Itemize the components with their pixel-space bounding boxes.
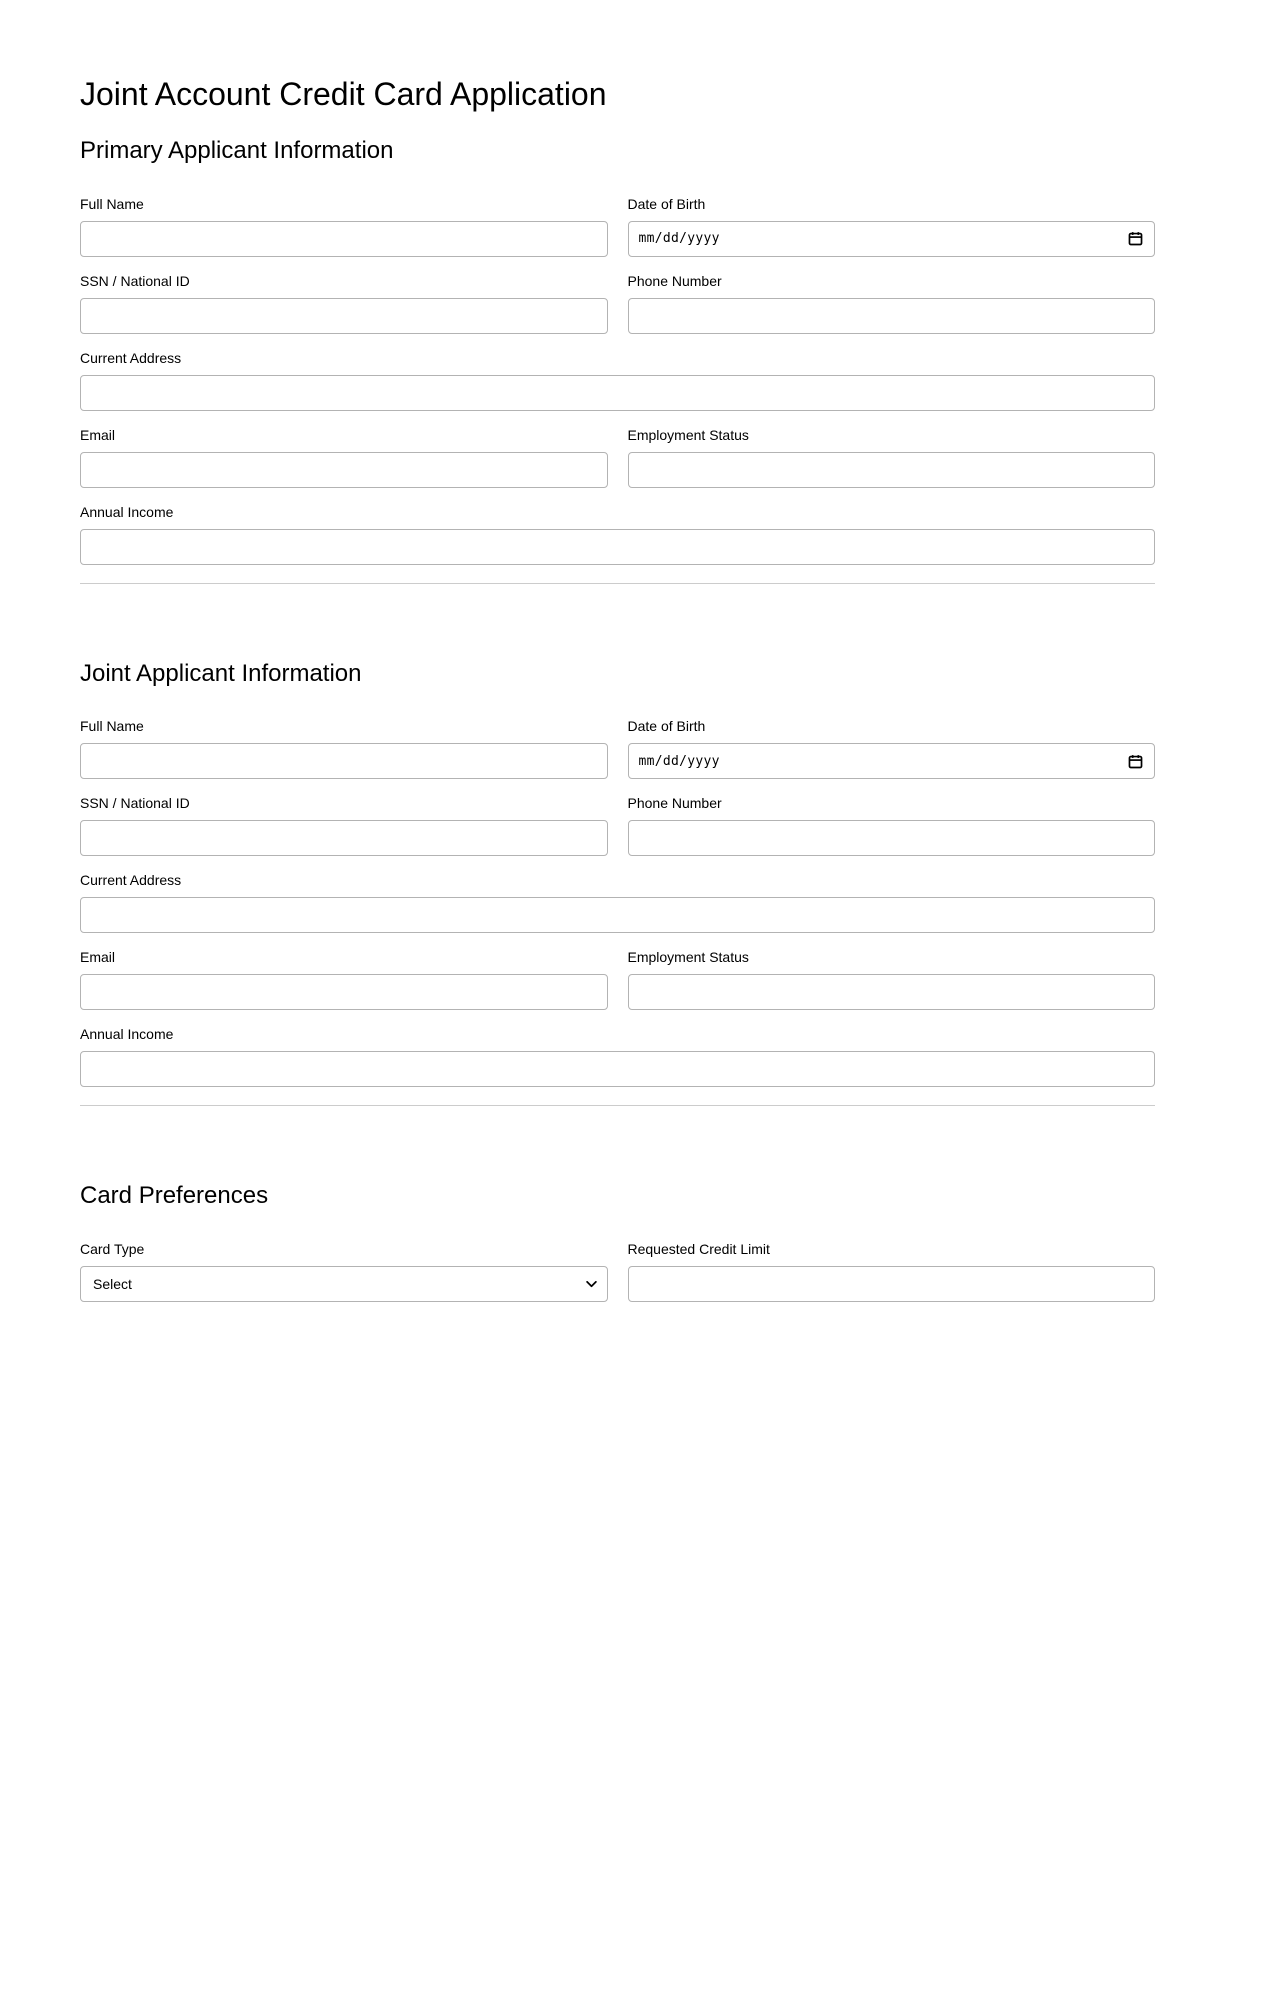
joint-dob-label: Date of Birth	[627, 718, 706, 735]
primary-income-input[interactable]	[80, 529, 1155, 565]
primary-phone-label: Phone Number	[627, 272, 722, 289]
joint-employment-input[interactable]	[628, 974, 1156, 1010]
primary-ssn-input[interactable]	[80, 298, 608, 334]
field-joint-ssn	[80, 795, 608, 856]
field-primary-income	[80, 504, 1155, 565]
primary-email-input[interactable]	[80, 452, 608, 488]
field-joint-dob	[628, 718, 1156, 779]
section-divider	[80, 583, 1155, 584]
credit-limit-input[interactable]	[628, 1266, 1156, 1302]
joint-income-input[interactable]	[80, 1051, 1155, 1087]
field-primary-phone	[628, 273, 1156, 334]
primary-address-input[interactable]	[80, 375, 1155, 411]
form-row	[80, 872, 1155, 933]
form-row	[80, 949, 1155, 1010]
page-title: Joint Account Credit Card Application	[80, 76, 607, 112]
section-heading-card: Card Preferences	[80, 1182, 269, 1210]
primary-employment-input[interactable]	[628, 452, 1156, 488]
form-row	[80, 504, 1155, 565]
card-type-select[interactable]	[80, 1266, 608, 1302]
calendar-icon[interactable]	[1127, 230, 1144, 247]
form-row	[80, 196, 1155, 257]
card-type-selected-value: Select	[93, 1276, 132, 1293]
primary-email-label: Email	[80, 426, 116, 443]
card-type-label: Card Type	[80, 1241, 145, 1258]
date-placeholder: mm/dd/yyyy	[638, 753, 720, 769]
field-joint-email	[80, 949, 608, 1010]
joint-ssn-input[interactable]	[80, 820, 608, 856]
field-card-type	[80, 1241, 608, 1302]
primary-dob-label: Date of Birth	[627, 195, 706, 212]
section-joint-applicant	[80, 660, 1155, 1088]
form-row	[80, 273, 1155, 334]
joint-address-input[interactable]	[80, 897, 1155, 933]
form-row	[80, 427, 1155, 488]
calendar-icon[interactable]	[1127, 753, 1144, 770]
form-row	[80, 1026, 1155, 1087]
field-joint-phone	[628, 795, 1156, 856]
field-joint-employment	[628, 949, 1156, 1010]
joint-phone-label: Phone Number	[627, 795, 722, 812]
primary-income-label: Annual Income	[80, 503, 174, 520]
primary-employment-label: Employment Status	[627, 426, 749, 443]
section-heading-primary: Primary Applicant Information	[80, 136, 394, 164]
date-placeholder: mm/dd/yyyy	[638, 231, 720, 247]
joint-email-input[interactable]	[80, 974, 608, 1010]
primary-full-name-label: Full Name	[80, 195, 144, 212]
section-primary-applicant	[80, 137, 1155, 565]
field-joint-address	[80, 872, 1155, 933]
joint-email-label: Email	[80, 949, 116, 966]
application-form	[80, 0, 1155, 1302]
credit-limit-label: Requested Credit Limit	[627, 1241, 770, 1258]
field-joint-income	[80, 1026, 1155, 1087]
form-row	[80, 718, 1155, 779]
field-primary-address	[80, 350, 1155, 411]
joint-full-name-label: Full Name	[80, 718, 144, 735]
form-row	[80, 1241, 1155, 1302]
section-divider	[80, 1105, 1155, 1106]
primary-phone-input[interactable]	[628, 298, 1156, 334]
field-joint-full-name	[80, 718, 608, 779]
joint-phone-input[interactable]	[628, 820, 1156, 856]
field-primary-ssn	[80, 273, 608, 334]
field-primary-email	[80, 427, 608, 488]
section-heading-joint: Joint Applicant Information	[80, 659, 362, 687]
joint-ssn-label: SSN / National ID	[80, 795, 190, 812]
form-row	[80, 795, 1155, 856]
joint-full-name-input[interactable]	[80, 743, 608, 779]
joint-employment-label: Employment Status	[627, 949, 749, 966]
field-primary-employment	[628, 427, 1156, 488]
joint-dob-input[interactable]	[628, 743, 1156, 779]
field-primary-dob	[628, 196, 1156, 257]
form-row	[80, 350, 1155, 411]
joint-address-label: Current Address	[80, 872, 182, 889]
chevron-down-icon	[586, 1281, 597, 1288]
section-card-preferences	[80, 1182, 1155, 1302]
field-primary-full-name	[80, 196, 608, 257]
primary-ssn-label: SSN / National ID	[80, 272, 190, 289]
field-credit-limit	[628, 1241, 1156, 1302]
primary-address-label: Current Address	[80, 349, 182, 366]
joint-income-label: Annual Income	[80, 1026, 174, 1043]
primary-dob-input[interactable]	[628, 221, 1156, 257]
primary-full-name-input[interactable]	[80, 221, 608, 257]
